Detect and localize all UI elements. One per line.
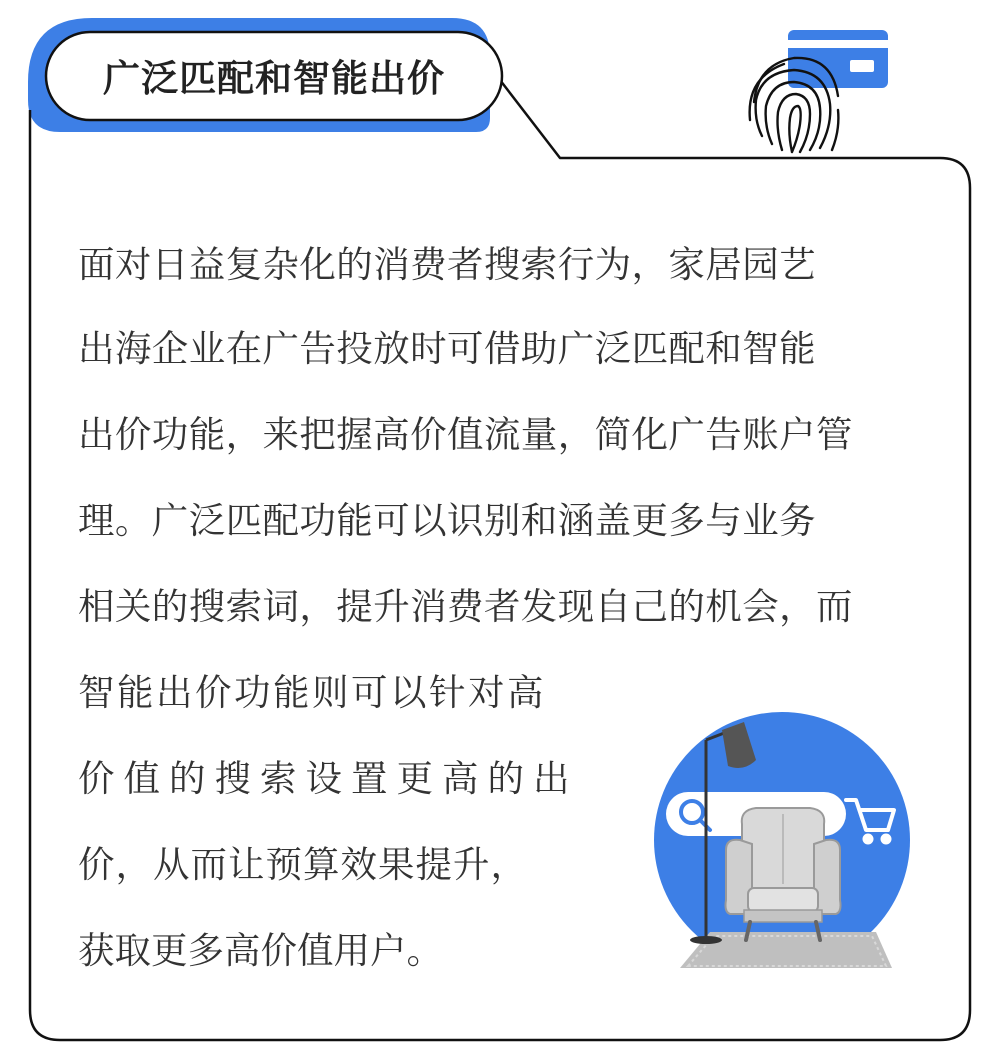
search-armchair-lamp-cart-illustration xyxy=(640,700,930,990)
paragraph-line-1: 面对日益复杂化的消费者搜索行为，家居园艺 xyxy=(78,243,816,286)
paragraph-line-5: 相关的搜索词，提升消费者发现自己的机会，而 xyxy=(78,585,853,628)
paragraph-line-9: 获取更多高价值用户。 xyxy=(78,929,443,972)
paragraph-line-7: 价值的搜索设置更高的出 xyxy=(78,757,579,800)
paragraph-line-2: 出海企业在广告投放时可借助广泛匹配和智能 xyxy=(78,327,816,370)
paragraph-line-6: 智能出价功能则可以针对高 xyxy=(78,671,546,714)
fingerprint-card-icon xyxy=(740,26,900,156)
paragraph-line-4: 理。广泛匹配功能可以识别和涵盖更多与业务 xyxy=(78,499,816,542)
paragraph-line-3: 出价功能，来把握高价值流量，简化广告账户管 xyxy=(78,413,853,456)
paragraph-line-8: 价，从而让预算效果提升， xyxy=(78,843,528,886)
section-title: 广泛匹配和智能出价 xyxy=(103,57,445,100)
